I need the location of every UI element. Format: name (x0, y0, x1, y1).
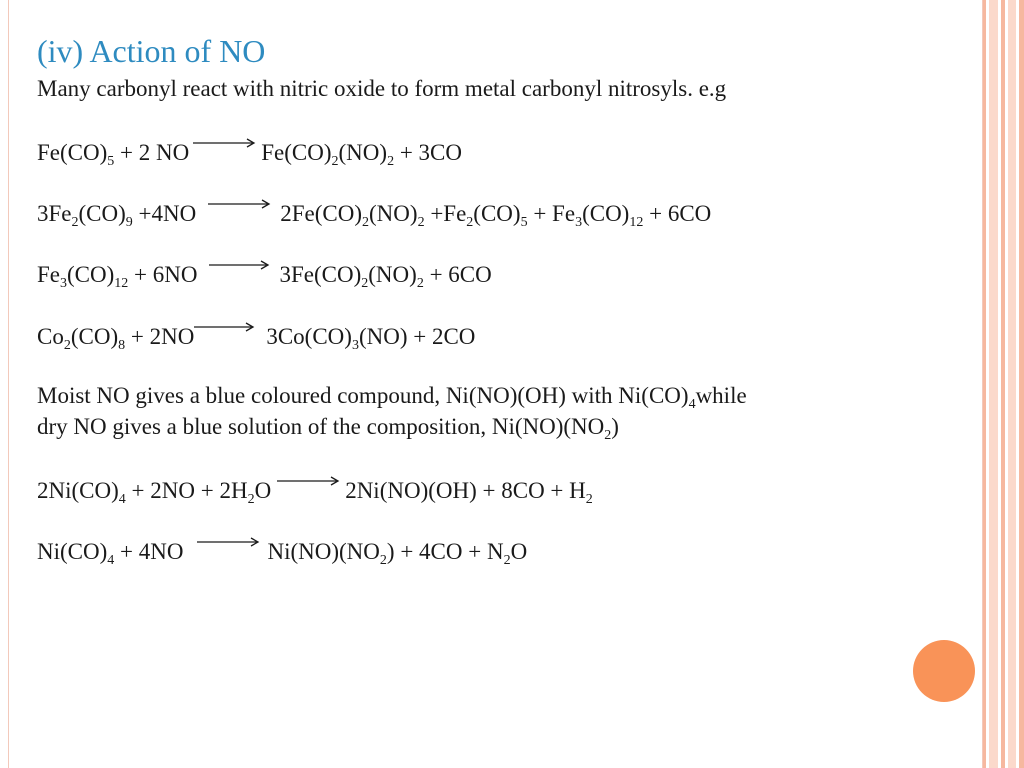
slide-title: (iv) Action of NO (37, 33, 266, 69)
eq1-subscript: 2 (387, 154, 395, 169)
equation-1 (37, 136, 462, 168)
eq3-reactant: Fe (37, 262, 60, 287)
eq3-subscript: 2 (416, 276, 424, 291)
eq3-product: + 6CO (423, 262, 492, 287)
equation-3 (37, 258, 492, 290)
eq1-subscript: 2 (331, 154, 339, 169)
eq3-subscript: 3 (60, 276, 67, 291)
eq6-subscript: 2 (503, 553, 511, 568)
eq5-reactant: 2Ni(CO) (37, 478, 119, 503)
eq4-reactant: Co (37, 324, 64, 349)
reaction-arrow (208, 197, 272, 211)
eq4-subscript: 3 (351, 338, 359, 353)
decorative-stripes (983, 0, 1024, 768)
eq5-subscript: 2 (585, 492, 593, 507)
reaction-arrow (193, 136, 257, 150)
eq1-product: + 3CO (394, 140, 462, 165)
eq4-reactant: + 2NO (125, 324, 195, 349)
eq2-product: (CO) (582, 201, 630, 226)
eq5-subscript: 4 (118, 492, 126, 507)
eq2-subscript: 9 (125, 215, 133, 230)
reaction-arrow (209, 258, 271, 272)
eq2-product: 2Fe(CO) (280, 201, 363, 226)
eq2-subscript: 2 (71, 215, 79, 230)
eq3-product: 3Fe(CO) (279, 262, 362, 287)
eq2-product: + Fe (527, 201, 576, 226)
reaction-arrow (194, 320, 256, 334)
eq5-product: 2Ni(NO)(OH) + 8CO + H (345, 478, 586, 503)
eq2-subscript: 2 (466, 215, 474, 230)
eq2-subscript: 5 (520, 215, 528, 230)
eq2-subscript: 12 (629, 215, 644, 230)
eq2-product: +Fe (424, 201, 467, 226)
paragraph-line-2 (37, 412, 619, 442)
eq2-subscript: 2 (362, 215, 370, 230)
eq6-subscript: 2 (379, 553, 387, 568)
eq1-subscript: 5 (107, 154, 115, 169)
paragraph-text: Moist NO gives a blue coloured compound, Ni(NO)(OH) with Ni(CO) (37, 383, 689, 408)
eq4-reactant: (CO) (70, 324, 119, 349)
eq6-product: Ni(NO)(NO (267, 539, 380, 564)
eq4-product: (NO) + 2CO (358, 324, 476, 349)
eq1-product: Fe(CO) (261, 140, 332, 165)
accent-circle (913, 640, 975, 702)
eq6-product: ) + 4CO + N (386, 539, 504, 564)
eq3-reactant: (CO) (67, 262, 115, 287)
reaction-arrow (197, 535, 261, 549)
eq1-product: (NO) (338, 140, 388, 165)
eq2-subscript: 2 (417, 215, 425, 230)
paragraph-text: ) (611, 414, 619, 439)
paragraph-text: dry NO gives a blue solution of the composition, Ni(NO)(NO (37, 414, 605, 439)
eq3-reactant: + 6NO (128, 262, 198, 287)
equation-6 (37, 535, 527, 567)
eq6-subscript: 4 (107, 553, 115, 568)
eq2-product: + 6CO (643, 201, 712, 226)
paragraph-subscript: 4 (688, 397, 696, 412)
eq5-subscript: 2 (247, 492, 255, 507)
eq2-subscript: 3 (575, 215, 583, 230)
eq2-product: (CO) (473, 201, 521, 226)
equation-4 (37, 320, 475, 352)
intro-text: Many carbonyl react with nitric oxide to form metal carbonyl nitrosyls. e.g (37, 76, 727, 101)
eq4-subscript: 2 (63, 338, 71, 353)
eq2-reactant: (CO) (78, 201, 126, 226)
eq4-subscript: 8 (118, 338, 126, 353)
eq2-reactant: 3Fe (37, 201, 72, 226)
paragraph-subscript: 2 (604, 428, 612, 443)
eq6-reactant: Ni(CO) (37, 539, 108, 564)
paragraph-line-1 (37, 381, 747, 411)
eq3-subscript: 2 (361, 276, 369, 291)
eq6-product: O (510, 539, 528, 564)
eq5-reactant: + 2NO + 2H (125, 478, 248, 503)
eq2-product: (NO) (369, 201, 418, 226)
reaction-arrow (277, 474, 341, 488)
paragraph-text: while (695, 383, 747, 408)
eq6-reactant: + 4NO (114, 539, 184, 564)
eq1-reactant: Fe(CO) (37, 140, 108, 165)
eq4-product: 3Co(CO) (266, 324, 352, 349)
equation-5 (37, 474, 593, 506)
eq3-subscript: 12 (114, 276, 129, 291)
equation-2 (37, 197, 711, 229)
eq1-reactant: + 2 NO (114, 140, 190, 165)
eq3-product: (NO) (368, 262, 417, 287)
eq2-reactant: +4NO (132, 201, 197, 226)
eq5-reactant: O (254, 478, 272, 503)
